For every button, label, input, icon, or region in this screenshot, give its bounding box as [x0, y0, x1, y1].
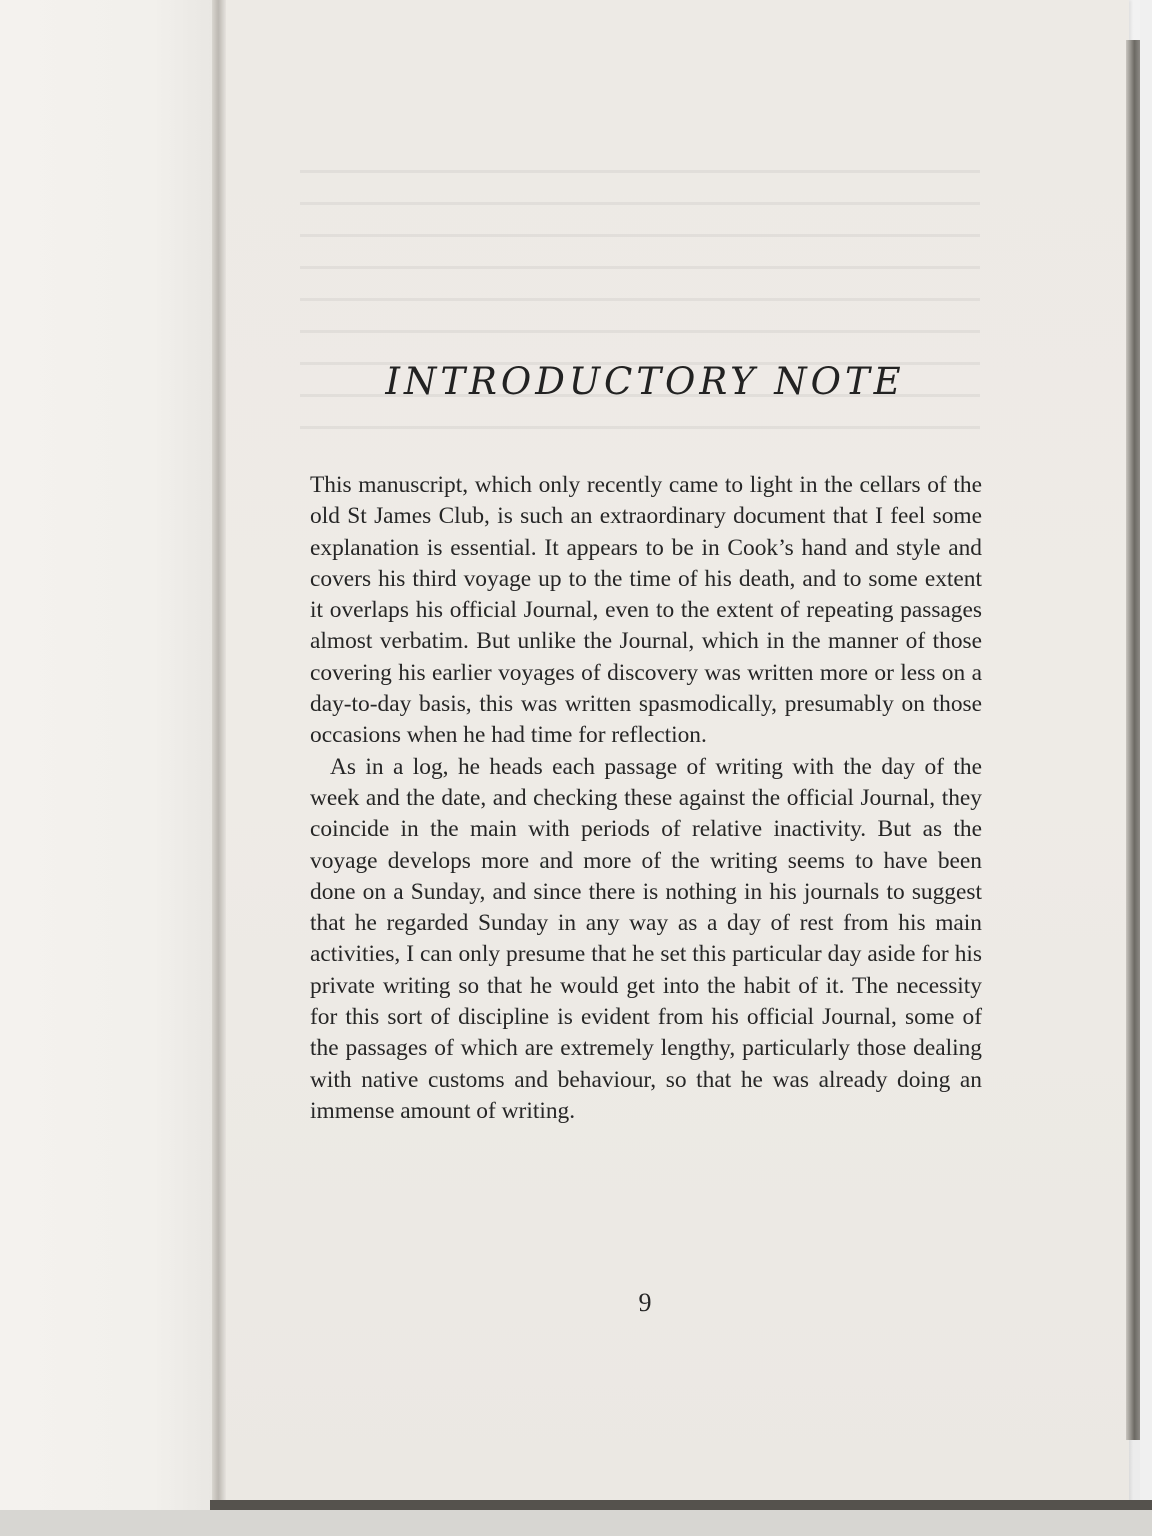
body-text [310, 470, 982, 1127]
cover-edge [1126, 40, 1140, 1440]
book-gutter [212, 0, 226, 1536]
paragraph-2: As in a log, he heads each passage of writing with the day of the week and the date, and checking these against the official Journal, they coincide in the main with periods of relative inactivity. But as the voyage develops more and more of the writing seems to have been done on a Sunday, and since there is nothing in his journals to suggest that he regarded Sunday in any way as a day of rest from his main activities, I can only presume that he set this particular day aside for his private writing so that he would get into the habit of it. The necessity for this sort of discipline is evident from his official Journal, some of the passages of which are extremely lengthy, particularly those dealing with native customs and behaviour, so that he was already doing an immense amount of writing. [310, 753, 982, 1124]
page-heading: INTRODUCTORY NOTE [385, 360, 905, 403]
show-through-text [300, 150, 980, 450]
left-facing-page [0, 0, 218, 1536]
bottom-cover-board [210, 1500, 1152, 1510]
paragraph-1: This manuscript, which only recently came to light in the cellars of the old St James Club, is such an extraordinary document that I feel some explanation is essential. It appears to be in Cook’s hand and style and covers his third voyage up to the time of his death, and to some extent it overlaps his official Journal, even to the extent of repeating passages almost verbatim. But unlike the Journal, which in the manner of those covering his earlier voyages of discovery was written more or less on a day-to-day basis, this was written spasmodically, presumably on those occasions when he had time for reflection. [310, 472, 982, 749]
table-surface [0, 1510, 1152, 1536]
backdrop [1140, 0, 1152, 1536]
page-number: 9 [638, 1288, 652, 1317]
